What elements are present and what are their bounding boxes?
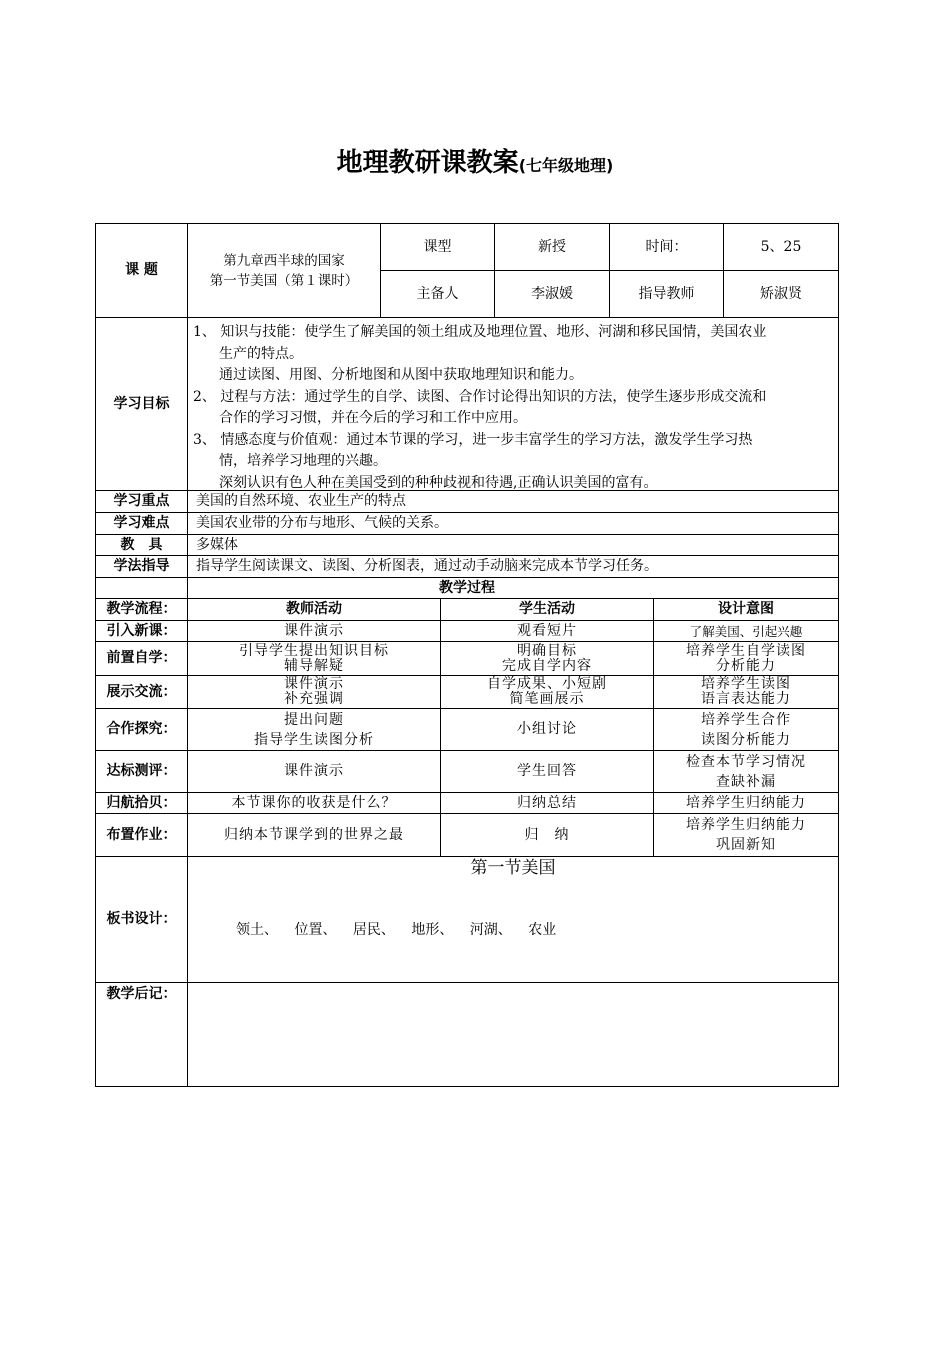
method-label: 学法指导 — [113, 558, 170, 574]
design-intent — [654, 676, 838, 708]
process-header-teacher: 教师活动 — [286, 601, 342, 617]
type-value: 新授 — [538, 238, 566, 255]
student-activity — [441, 676, 653, 708]
activity-line: 补充强调 — [284, 691, 344, 707]
difficulty-value: 美国农业带的分布与地形、气候的关系。 — [196, 515, 448, 531]
board-label: 板书设计： — [106, 911, 177, 927]
difficulty-label: 学习难点 — [113, 515, 170, 531]
process-header-intent: 设计意图 — [718, 601, 774, 617]
process-stage: 展示交流： — [106, 683, 177, 700]
page-title — [0, 142, 950, 179]
process-header-student: 学生活动 — [519, 601, 575, 617]
process-stage: 归航拾贝： — [106, 794, 177, 811]
design-intent: 了解美国、引起兴趣 — [689, 623, 803, 639]
student-activity: 小组讨论 — [517, 721, 577, 737]
objectives-text — [193, 322, 837, 494]
intent-line: 培养学生归纳能力 — [686, 817, 806, 833]
intent-line: 查缺补漏 — [716, 773, 776, 790]
board-item: 农业 — [528, 922, 557, 938]
board-item: 地形、 — [411, 922, 454, 938]
teacher-activity — [188, 676, 440, 708]
time-label: 时间： — [645, 238, 688, 255]
process-stage: 达标测评： — [106, 763, 177, 779]
focus-label: 学习重点 — [113, 493, 170, 509]
intent-line: 培养学生合作 — [701, 711, 791, 728]
student-activity: 观看短片 — [517, 622, 577, 639]
process-stage: 前置自学： — [106, 650, 177, 666]
student-activity: 归 纳 — [524, 826, 570, 843]
intent-line: 检查本节学习情况 — [686, 753, 806, 770]
teacher-activity — [188, 709, 440, 750]
activity-line: 简笔画展示 — [509, 691, 585, 707]
objective-line: 1、 知识与技能：使学生了解美国的领土组成及地理位置、地形、河湖和移民国情，美国农业 — [193, 324, 767, 340]
activity-line: 明确目标 — [517, 642, 577, 659]
postscript-label: 教学后记： — [106, 986, 177, 1002]
process-stage: 引入新课： — [106, 622, 177, 639]
intent-line: 读图分析能力 — [701, 731, 791, 748]
design-intent: 培养学生归纳能力 — [686, 794, 806, 811]
intent-line: 分析能力 — [716, 657, 776, 674]
teacher-activity: 课件演示 — [284, 763, 344, 779]
topic-line-1: 第九章西半球的国家 — [223, 252, 345, 269]
topic-line-2: 第一节美国（第１课时） — [209, 272, 359, 289]
postscript-area — [188, 983, 838, 1086]
board-items — [236, 920, 556, 940]
objective-line: 情，培养学习地理的兴趣。 — [219, 453, 387, 469]
activity-line: 课件演示 — [284, 676, 344, 692]
objective-line: 2、 过程与方法：通过学生的自学、读图、合作讨论得出知识的方法，使学生逐步形成交流和 — [193, 388, 767, 405]
activity-line: 辅导解疑 — [284, 657, 344, 674]
design-intent — [654, 642, 838, 675]
preparer-label: 主备人 — [416, 285, 459, 302]
process-stage: 合作探究： — [106, 721, 177, 737]
tools-label: 教 具 — [120, 536, 163, 553]
student-activity: 学生回答 — [517, 763, 577, 779]
activity-line: 指导学生读图分析 — [254, 731, 374, 748]
objective-line: 深刻认识有色人种在美国受到的种种歧视和待遇,正确认识美国的富有。 — [219, 474, 658, 491]
objective-line: 合作的学习习惯，并在今后的学习和工作中应用。 — [219, 410, 527, 426]
board-item: 居民、 — [352, 922, 395, 938]
objective-line: 3、 情感态度与价值观：通过本节课的学习，进一步丰富学生的学习方法，激发学生学习热 — [193, 431, 753, 448]
teacher-activity: 归纳本节课学到的世界之最 — [224, 826, 404, 843]
process-title: 教学过程 — [439, 579, 495, 596]
design-intent — [654, 751, 838, 792]
design-intent — [654, 814, 838, 856]
title-main: 地理教研课教案 — [336, 148, 519, 178]
focus-value: 美国的自然环境、农业生产的特点 — [196, 493, 406, 509]
mentor-label: 指导教师 — [638, 285, 695, 302]
student-activity — [441, 642, 653, 675]
process-stage: 布置作业： — [106, 826, 177, 843]
type-label: 课型 — [423, 238, 452, 255]
intent-line: 巩固新知 — [716, 837, 776, 853]
student-activity: 归纳总结 — [517, 794, 577, 811]
activity-line: 完成自学内容 — [502, 657, 592, 674]
board-heading: 第一节美国 — [470, 858, 556, 878]
intent-line: 培养学生读图 — [701, 676, 791, 692]
process-header-stage: 教学流程： — [106, 601, 177, 617]
intent-line: 语言表达能力 — [701, 691, 791, 707]
teacher-activity: 本节课你的收获是什么？ — [231, 794, 397, 811]
topic-value — [188, 224, 380, 317]
preparer-value: 李淑媛 — [531, 285, 573, 302]
activity-line: 引导学生提出知识目标 — [239, 642, 389, 659]
mentor-value: 矫淑贤 — [760, 285, 802, 302]
tools-value: 多媒体 — [196, 536, 238, 553]
activity-line: 提出问题 — [284, 711, 344, 728]
board-item: 河湖、 — [469, 922, 512, 938]
objectives-label: 学习目标 — [113, 395, 170, 412]
method-value: 指导学生阅读课文、读图、分析图表，通过动手动脑来完成本节学习任务。 — [196, 558, 658, 574]
teacher-activity — [188, 642, 440, 675]
board-item: 领土、 — [236, 922, 278, 938]
teacher-activity: 课件演示 — [284, 622, 344, 639]
objective-line: 生产的特点。 — [219, 345, 303, 362]
intent-line: 培养学生自学读图 — [686, 642, 806, 659]
board-item: 位置、 — [294, 922, 337, 938]
objective-line: 通过读图、用图、分析地图和从图中获取地理知识和能力。 — [219, 367, 583, 383]
title-sub: (七年级地理) — [518, 156, 614, 175]
activity-line: 自学成果、小短剧 — [487, 676, 607, 692]
design-intent — [654, 709, 838, 750]
topic-label: 课 题 — [125, 262, 158, 278]
time-value: 5、25 — [760, 238, 802, 255]
